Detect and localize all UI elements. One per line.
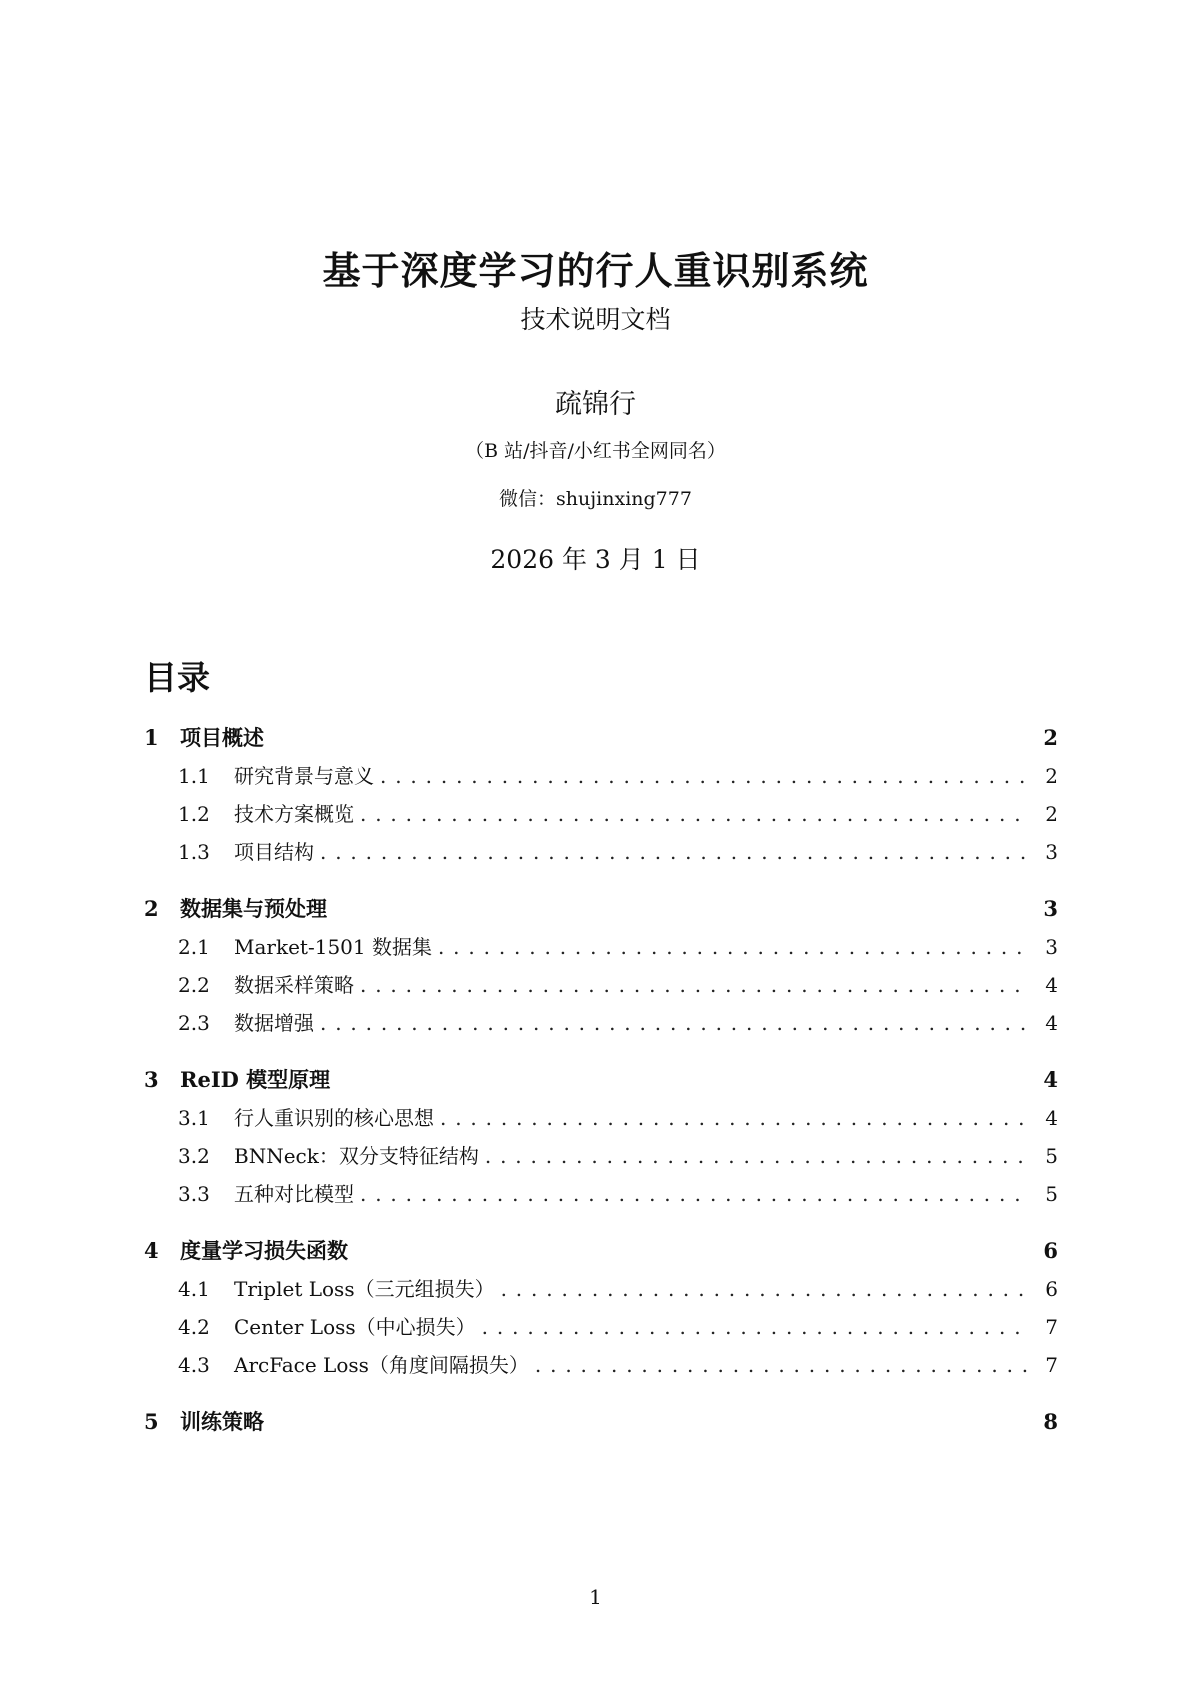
toc-subsection-entry[interactable] <box>144 931 1058 969</box>
author-name: 疏锦行 <box>555 389 636 420</box>
dot-leader <box>380 764 1028 788</box>
subsection-title: 数据采样策略 <box>234 973 354 997</box>
page-number: 1 <box>589 1585 602 1609</box>
subsection-page: 4 <box>1045 973 1058 997</box>
section-page: 3 <box>1043 896 1058 921</box>
toc-section <box>144 1406 1058 1444</box>
section-page: 8 <box>1043 1409 1058 1434</box>
subsection-title: Market-1501 数据集 <box>234 935 432 959</box>
section-number: 2 <box>144 896 159 921</box>
toc-subsection-entry[interactable] <box>144 836 1058 874</box>
section-title: 训练策略 <box>180 1409 264 1434</box>
subsection-title: Triplet Loss（三元组损失） <box>234 1277 495 1301</box>
subsection-title: BNNeck：双分支特征结构 <box>234 1144 479 1168</box>
subsection-page: 2 <box>1045 802 1058 826</box>
toc-section-entry[interactable] <box>144 722 1058 760</box>
toc-subsection-entry[interactable] <box>144 798 1058 836</box>
section-number: 4 <box>144 1238 159 1263</box>
author-wechat: 微信：shujinxing777 <box>499 488 692 510</box>
table-of-contents <box>144 722 1058 1463</box>
toc-section-entry[interactable] <box>144 893 1058 931</box>
subsection-number: 2.2 <box>178 973 210 997</box>
subsection-page: 3 <box>1045 840 1058 864</box>
subsection-number: 1.1 <box>178 764 210 788</box>
subsection-page: 3 <box>1045 935 1058 959</box>
document-date: 2026 年 3 月 1 日 <box>490 545 701 574</box>
toc-heading: 目录 <box>144 658 210 697</box>
toc-section <box>144 722 1058 874</box>
section-title: 数据集与预处理 <box>180 896 327 921</box>
subsection-number: 4.2 <box>178 1315 210 1339</box>
subsection-title: 项目结构 <box>234 840 314 864</box>
section-title: ReID 模型原理 <box>180 1067 331 1092</box>
toc-subsection-entry[interactable] <box>144 760 1058 798</box>
section-number: 1 <box>144 725 159 750</box>
toc-subsection-entry[interactable] <box>144 1273 1058 1311</box>
subsection-page: 6 <box>1045 1277 1058 1301</box>
toc-subsection-entry[interactable] <box>144 1311 1058 1349</box>
toc-section <box>144 893 1058 1045</box>
toc-subsection-entry[interactable] <box>144 969 1058 1007</box>
dot-leader <box>501 1277 1028 1301</box>
section-page: 6 <box>1043 1238 1058 1263</box>
toc-subsection-entry[interactable] <box>144 1178 1058 1216</box>
toc-subsection-entry[interactable] <box>144 1007 1058 1045</box>
dot-leader <box>535 1353 1028 1377</box>
section-number: 3 <box>144 1067 159 1092</box>
section-page: 2 <box>1043 725 1058 750</box>
dot-leader <box>320 840 1028 864</box>
dot-leader <box>320 1011 1028 1035</box>
subsection-page: 7 <box>1045 1315 1058 1339</box>
toc-subsection-entry[interactable] <box>144 1102 1058 1140</box>
toc-section-entry[interactable] <box>144 1235 1058 1273</box>
section-title: 项目概述 <box>180 725 264 750</box>
dot-leader <box>440 1106 1028 1130</box>
subsection-page: 5 <box>1045 1182 1058 1206</box>
subsection-page: 5 <box>1045 1144 1058 1168</box>
subsection-title: 技术方案概览 <box>234 802 354 826</box>
subsection-number: 1.2 <box>178 802 210 826</box>
subsection-number: 3.3 <box>178 1182 210 1206</box>
subsection-page: 7 <box>1045 1353 1058 1377</box>
subsection-page: 4 <box>1045 1106 1058 1130</box>
subsection-number: 3.2 <box>178 1144 210 1168</box>
subsection-title: 行人重识别的核心思想 <box>234 1106 434 1130</box>
subsection-title: Center Loss（中心损失） <box>234 1315 476 1339</box>
author-aka: （B 站/抖音/小红书全网同名） <box>465 440 726 462</box>
dot-leader <box>360 973 1028 997</box>
subsection-page: 4 <box>1045 1011 1058 1035</box>
toc-section-entry[interactable] <box>144 1064 1058 1102</box>
subsection-title: ArcFace Loss（角度间隔损失） <box>234 1353 529 1377</box>
toc-subsection-entry[interactable] <box>144 1140 1058 1178</box>
subsection-title: 研究背景与意义 <box>234 764 374 788</box>
subsection-number: 4.3 <box>178 1353 210 1377</box>
toc-section <box>144 1064 1058 1216</box>
document-title: 基于深度学习的行人重识别系统 <box>322 248 869 293</box>
dot-leader <box>438 935 1028 959</box>
section-page: 4 <box>1043 1067 1058 1092</box>
toc-section-entry[interactable] <box>144 1406 1058 1444</box>
dot-leader <box>360 802 1028 826</box>
subsection-title: 数据增强 <box>234 1011 314 1035</box>
subsection-page: 2 <box>1045 764 1058 788</box>
subsection-number: 1.3 <box>178 840 210 864</box>
dot-leader <box>360 1182 1028 1206</box>
dot-leader <box>485 1144 1028 1168</box>
toc-subsection-entry[interactable] <box>144 1349 1058 1387</box>
toc-section <box>144 1235 1058 1387</box>
section-number: 5 <box>144 1409 159 1434</box>
subsection-title: 五种对比模型 <box>234 1182 354 1206</box>
subsection-number: 2.1 <box>178 935 210 959</box>
document-subtitle: 技术说明文档 <box>520 305 671 334</box>
subsection-number: 4.1 <box>178 1277 210 1301</box>
dot-leader <box>482 1315 1028 1339</box>
section-title: 度量学习损失函数 <box>180 1238 348 1263</box>
subsection-number: 2.3 <box>178 1011 210 1035</box>
subsection-number: 3.1 <box>178 1106 210 1130</box>
